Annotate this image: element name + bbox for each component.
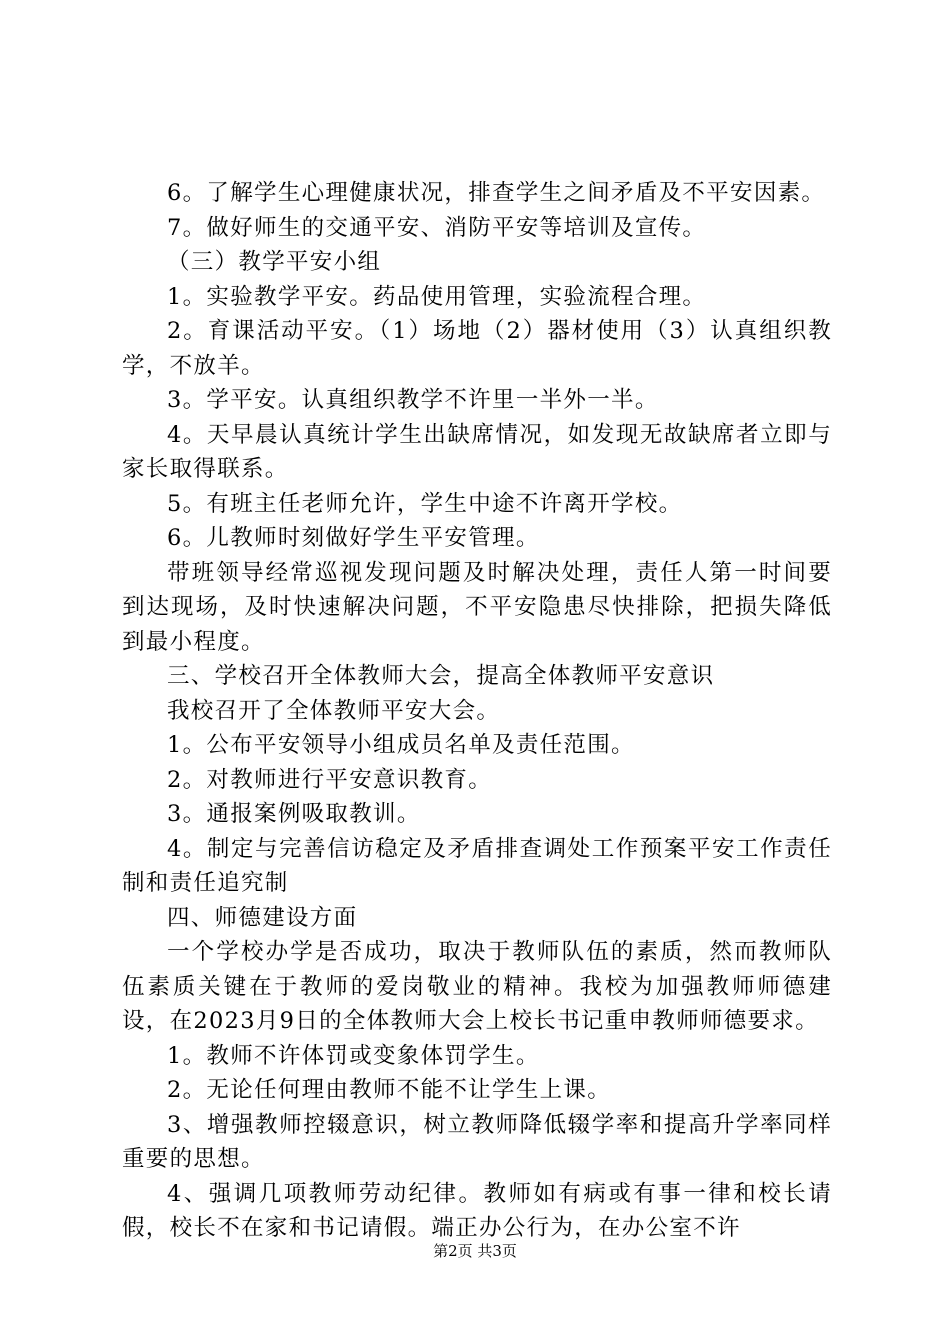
section-heading: 三、学校召开全体教师大会，提高全体教师平安意识	[167, 663, 715, 689]
paragraph: 1。教师不许体罚或变象体罚学生。	[167, 1042, 540, 1069]
paragraph: 4、强调几项教师劳动纪律。教师如有病或有事一律和校长请假，校长不在家和书记请假。端正办公行为，在办公室不许	[122, 1180, 832, 1241]
paragraph: 带班领导经常巡视发现问题及时解决处理，责任人第一时间要到达现场，及时快速解决问题，不平安隐患尽快排除，把损失降低到最小程度。	[122, 559, 832, 655]
page-footer	[0, 1241, 950, 1261]
document-body	[122, 176, 832, 1246]
page-number-label: 第2页 共3页	[433, 1242, 517, 1260]
paragraph: 5。有班主任老师允许，学生中途不许离开学校。	[167, 490, 683, 517]
paragraph: 2。无论任何理由教师不能不让学生上课。	[167, 1077, 612, 1103]
paragraph: 2。育课活动平安。（1）场地（2）器材使用（3）认真组织教学，不放羊。	[122, 318, 832, 379]
paragraph: 3。通报案例吸取教训。	[167, 801, 421, 827]
paragraph: 1。实验教学平安。药品使用管理，实验流程合理。	[167, 283, 707, 310]
paragraph: 4。制定与完善信访稳定及矛盾排查调处工作预案平安工作责任制和责任追究制	[122, 835, 832, 896]
paragraph: 3。学平安。认真组织教学不许里一半外一半。	[167, 387, 659, 413]
section-heading: （三）教学平安小组	[167, 249, 382, 275]
paragraph: 6。儿教师时刻做好学生平安管理。	[167, 525, 540, 551]
section-heading: 四、师德建设方面	[167, 904, 358, 931]
paragraph: 一个学校办学是否成功，取决于教师队伍的素质，然而教师队伍素质关键在于教师的爱岗敬业的精神。我校为加强教师师德建设，在2023月9日的全体教师大会上校长书记重申教师师德要求。	[122, 939, 832, 1034]
paragraph: 6。了解学生心理健康状况，排查学生之间矛盾及不平安因素。	[167, 180, 826, 206]
paragraph: 我校召开了全体教师平安大会。	[167, 697, 501, 724]
paragraph: 4。天早晨认真统计学生出缺席情况，如发现无故缺席者立即与家长取得联系。	[122, 421, 832, 482]
paragraph: 1。公布平安领导小组成员名单及责任范围。	[167, 732, 635, 758]
paragraph: 7。做好师生的交通平安、消防平安等培训及宣传。	[167, 214, 707, 241]
paragraph: 2。对教师进行平安意识教育。	[167, 766, 493, 793]
paragraph: 3、增强教师控辍意识，树立教师降低辍学率和提高升学率同样重要的思想。	[122, 1111, 832, 1172]
